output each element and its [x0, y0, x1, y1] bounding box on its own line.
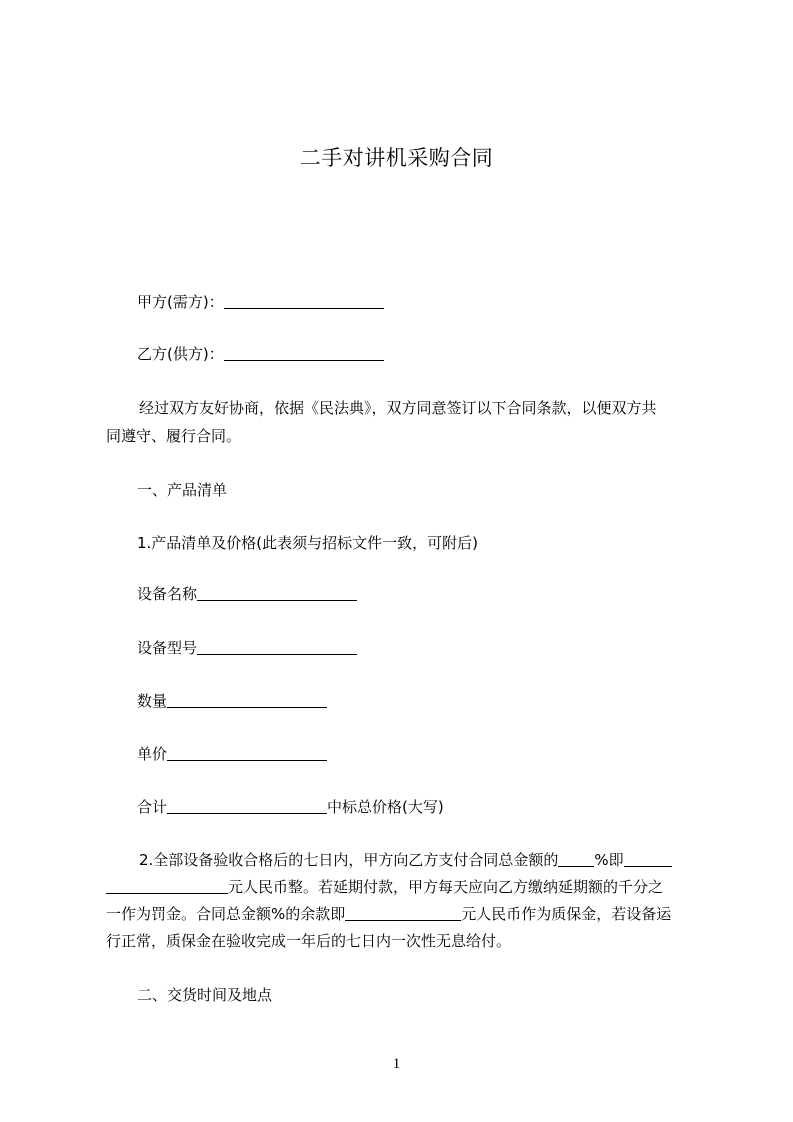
- unit-price-label: 单价: [137, 745, 168, 763]
- payment-amount-blank-a: [624, 851, 672, 867]
- party-b-label: 乙方(供方)：: [137, 345, 224, 363]
- party-b-line: [137, 344, 384, 364]
- payment-amount-blank-b: [106, 878, 228, 894]
- quantity-blank: [167, 692, 327, 708]
- intro-line-1: 经过双方友好协商，依据《民法典》，双方同意签订以下合同条款，以便双方共: [139, 399, 657, 417]
- device-name-label: 设备名称: [137, 585, 198, 603]
- total-label: 合计: [137, 798, 168, 816]
- clause-2-line-4: 行正常，质保金在验收完成一年后的七日内一次性无息给付。: [106, 932, 512, 950]
- section-1-heading: 一、产品清单: [137, 481, 228, 499]
- quantity-label: 数量: [137, 692, 168, 710]
- document-title: 二手对讲机采购合同: [299, 146, 494, 170]
- warranty-amount-blank: [345, 905, 461, 921]
- clause-2-text-2: %即: [594, 851, 624, 869]
- device-model-label: 设备型号: [137, 639, 198, 657]
- device-model-blank: [197, 639, 357, 655]
- intro-line-2: 同遵守、履行合同。: [106, 427, 242, 445]
- clause-2-line-2: [106, 877, 663, 897]
- total-blank: [167, 798, 327, 814]
- clause-2-text-4: 一作为罚金。合同总金额%的余款即: [106, 905, 346, 923]
- party-a-line: [137, 292, 384, 312]
- party-b-blank: [224, 345, 384, 361]
- device-name-blank: [197, 585, 357, 601]
- total-line: [137, 797, 444, 817]
- total-suffix: 中标总价格(大写): [327, 798, 444, 816]
- section-2-heading: 二、交货时间及地点: [137, 986, 273, 1004]
- party-a-label: 甲方(需方)：: [137, 293, 224, 311]
- clause-2-text-3: 元人民币整。若延期付款，甲方每天应向乙方缴纳延期额的千分之: [228, 878, 664, 896]
- party-a-blank: [224, 293, 384, 309]
- clause-2-line-1: [139, 850, 672, 870]
- quantity-line: [137, 691, 327, 711]
- item-1-heading: 1.产品清单及价格(此表须与招标文件一致，可附后): [137, 534, 479, 552]
- clause-2-text-1: 2.全部设备验收合格后的七日内，甲方向乙方支付合同总金额的: [139, 851, 559, 869]
- unit-price-blank: [167, 745, 327, 761]
- page-number: 1: [392, 1056, 401, 1072]
- clause-2-text-5: 元人民币作为质保金，若设备运: [461, 905, 672, 923]
- device-name-line: [137, 584, 357, 604]
- payment-percent-blank: [558, 851, 594, 867]
- unit-price-line: [137, 744, 327, 764]
- clause-2-line-3: [106, 904, 671, 924]
- device-model-line: [137, 638, 357, 658]
